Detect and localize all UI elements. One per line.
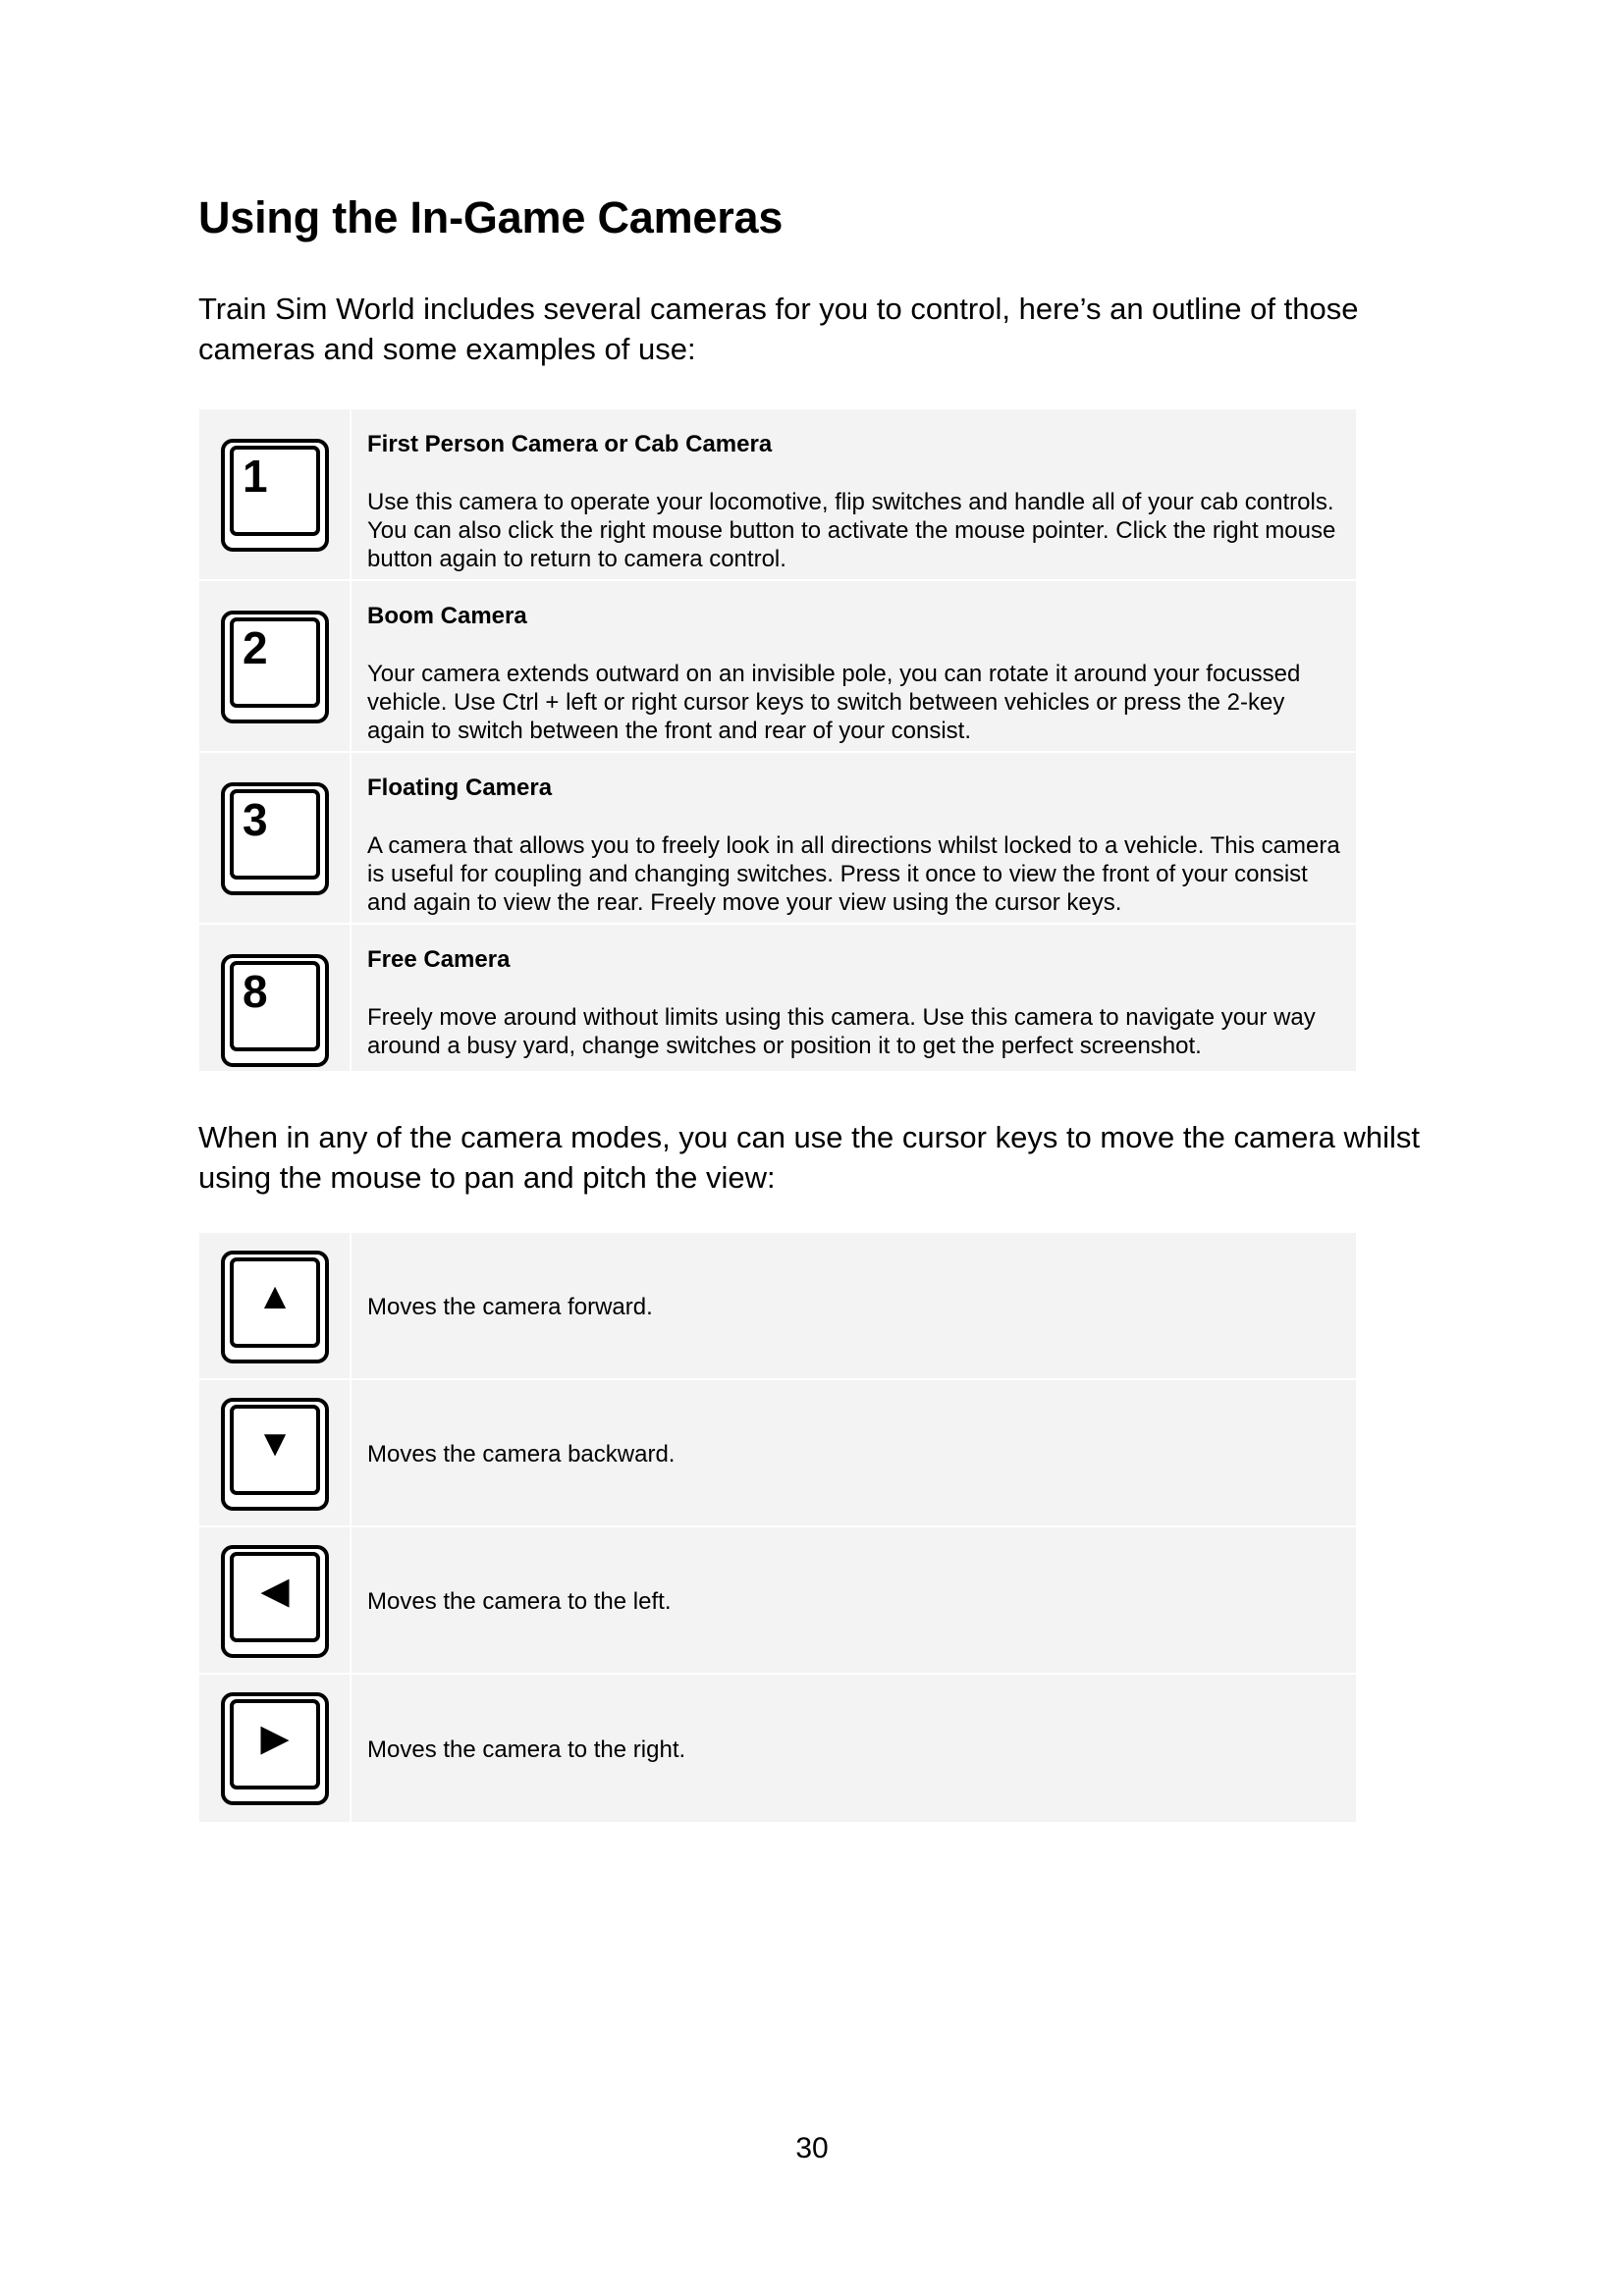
camera-title: First Person Camera or Cab Camera [367,431,773,457]
key-3-icon [221,782,329,895]
movement-row-right [199,1675,1356,1822]
camera-row-floating [199,753,1356,925]
key-8-icon [221,954,329,1067]
camera-title: Floating Camera [367,774,553,801]
key-label: 3 [243,794,268,845]
arrow-left-icon: ◀ [260,1571,290,1612]
description-cell [352,1380,1356,1525]
key-2-icon [221,611,329,723]
key-cell [199,925,352,1071]
key-cell [199,1675,352,1822]
movement-row-backward [199,1380,1356,1527]
movement-description: Moves the camera backward. [367,1440,676,1468]
movement-description: Moves the camera to the right. [367,1735,686,1763]
movement-row-left [199,1527,1356,1675]
arrow-right-icon: ▶ [260,1718,290,1759]
camera-row-boom [199,581,1356,753]
description-cell [352,581,1356,751]
camera-row-free [199,925,1356,1071]
description-cell [352,1233,1356,1378]
arrow-up-icon: ▲ [256,1276,294,1317]
page-number: 30 [795,2132,829,2164]
arrow-down-key-icon [221,1398,329,1511]
camera-title: Free Camera [367,946,511,973]
camera-description: A camera that allows you to freely look in all directions whilst locked to a vehicle. This camera is useful for coupling and changing switches. Press it once to view the front of your consist and again to view the rear. Freely move your view using the cursor keys. [367,832,1340,916]
key-label: 1 [243,451,268,502]
movement-description: Moves the camera forward. [367,1293,653,1320]
arrow-right-key-icon [221,1692,329,1805]
key-label: 8 [243,966,268,1017]
camera-title: Boom Camera [367,603,527,629]
movement-keys-table [199,1233,1356,1822]
arrow-left-key-icon [221,1545,329,1658]
camera-description: Use this camera to operate your locomotive, flip switches and handle all of your cab controls. You can also click the right mouse button to activate the mouse pointer. Click the right mouse button again to return to camera control. [367,489,1336,572]
camera-row-first-person [199,409,1356,581]
arrow-down-icon: ▼ [256,1423,294,1465]
movement-description: Moves the camera to the left. [367,1587,672,1615]
description-cell [352,753,1356,923]
description-cell [352,925,1356,1071]
key-label: 2 [243,622,268,673]
movement-row-forward [199,1233,1356,1380]
page-title: Using the In-Game Cameras [198,192,784,242]
movement-intro-paragraph: When in any of the camera modes, you can use the cursor keys to move the camera whilst using the mouse to pan and pitch the view: [198,1120,1421,1195]
key-cell [199,753,352,923]
description-cell [352,1527,1356,1673]
camera-description: Freely move around without limits using this camera. Use this camera to navigate your way around a busy yard, change switches or position it to get the perfect screenshot. [367,1004,1316,1059]
camera-keys-table [199,409,1356,1071]
description-cell [352,1675,1356,1822]
description-cell [352,409,1356,579]
key-cell [199,1380,352,1525]
key-cell [199,409,352,579]
key-cell [199,581,352,751]
camera-description: Your camera extends outward on an invisible pole, you can rotate it around your focussed vehicle. Use Ctrl + left or right cursor keys to switch between vehicles or press the 2-key again to switch between the front and rear of your consist. [367,661,1301,744]
key-cell [199,1233,352,1378]
key-cell [199,1527,352,1673]
intro-paragraph: Train Sim World includes several cameras for you to control, here’s an outline of those cameras and some examples of use: [198,292,1359,366]
key-1-icon [221,439,329,552]
arrow-up-key-icon [221,1251,329,1363]
